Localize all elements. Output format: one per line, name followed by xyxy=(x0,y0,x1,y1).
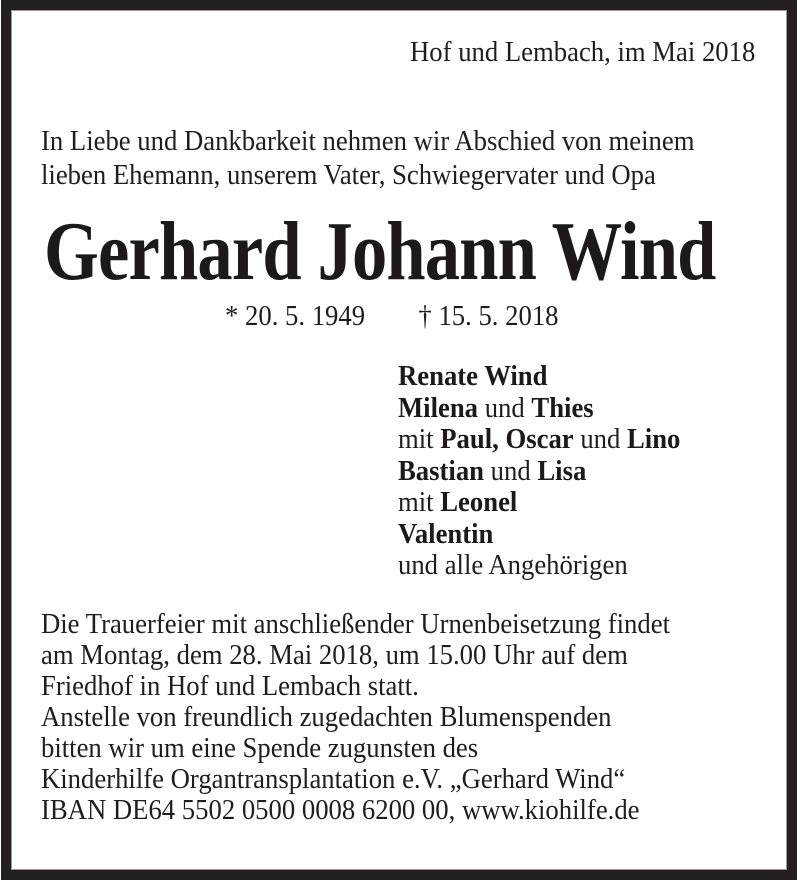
donation-line-1: Anstelle von freundlich zugedachten Blumenspenden xyxy=(41,701,612,733)
mourner-name: Paul, Oscar xyxy=(440,423,574,455)
mourner-name: Valentin xyxy=(398,517,494,550)
funeral-line-2: am Montag, dem 28. Mai 2018, um 15.00 Uhr auf dem xyxy=(41,639,628,671)
donation-line-2: bitten wir um eine Spende zugunsten des xyxy=(41,732,479,764)
mourner-line-4 xyxy=(398,456,680,488)
funeral-and-donation-details xyxy=(41,609,670,826)
mourner-name: Lino xyxy=(627,423,681,455)
connector-text: und alle Angehörigen xyxy=(398,549,628,581)
mourner-line-1 xyxy=(398,361,680,393)
death-date: † 15. 5. 2018 xyxy=(418,300,559,332)
mourner-name: Bastian xyxy=(398,454,485,487)
intro-text xyxy=(41,124,694,192)
mourner-line-2 xyxy=(398,393,680,425)
connector-text: mit xyxy=(398,486,441,518)
connector-text: und xyxy=(484,454,538,487)
mourner-name: Milena xyxy=(398,391,479,424)
donation-line-4: IBAN DE64 5502 0500 0008 6200 00, www.kiohilfe.de xyxy=(41,794,640,826)
intro-line-2: lieben Ehemann, unserem Vater, Schwiegervater und Opa xyxy=(41,159,656,191)
mourner-line-7 xyxy=(398,550,680,582)
mourner-name: Lisa xyxy=(537,454,587,487)
connector-text: und xyxy=(478,391,532,424)
mourner-name: Thies xyxy=(531,391,594,424)
place-date-line: Hof und Lembach, im Mai 2018 xyxy=(409,36,755,68)
deceased-name: Gerhard Johann Wind xyxy=(44,205,716,298)
funeral-line-3: Friedhof in Hof und Lembach statt. xyxy=(41,670,419,702)
connector-text: und xyxy=(573,423,628,455)
funeral-line-1: Die Trauerfeier mit anschließender Urnenbeisetzung findet xyxy=(41,608,670,640)
connector-text: mit xyxy=(398,423,441,455)
mourners-list xyxy=(398,361,680,582)
life-dates xyxy=(225,300,559,332)
mourner-name: Renate Wind xyxy=(398,360,548,392)
birth-date: * 20. 5. 1949 xyxy=(225,300,366,332)
mourner-line-3 xyxy=(398,424,680,456)
mourner-line-5 xyxy=(398,487,680,519)
mourner-line-6 xyxy=(398,519,680,551)
donation-line-3: Kinderhilfe Organtransplantation e.V. „Gerhard Wind“ xyxy=(41,763,626,795)
intro-line-1: In Liebe und Dankbarkeit nehmen wir Abschied von meinem xyxy=(41,125,695,157)
mourner-name: Leonel xyxy=(440,486,518,518)
